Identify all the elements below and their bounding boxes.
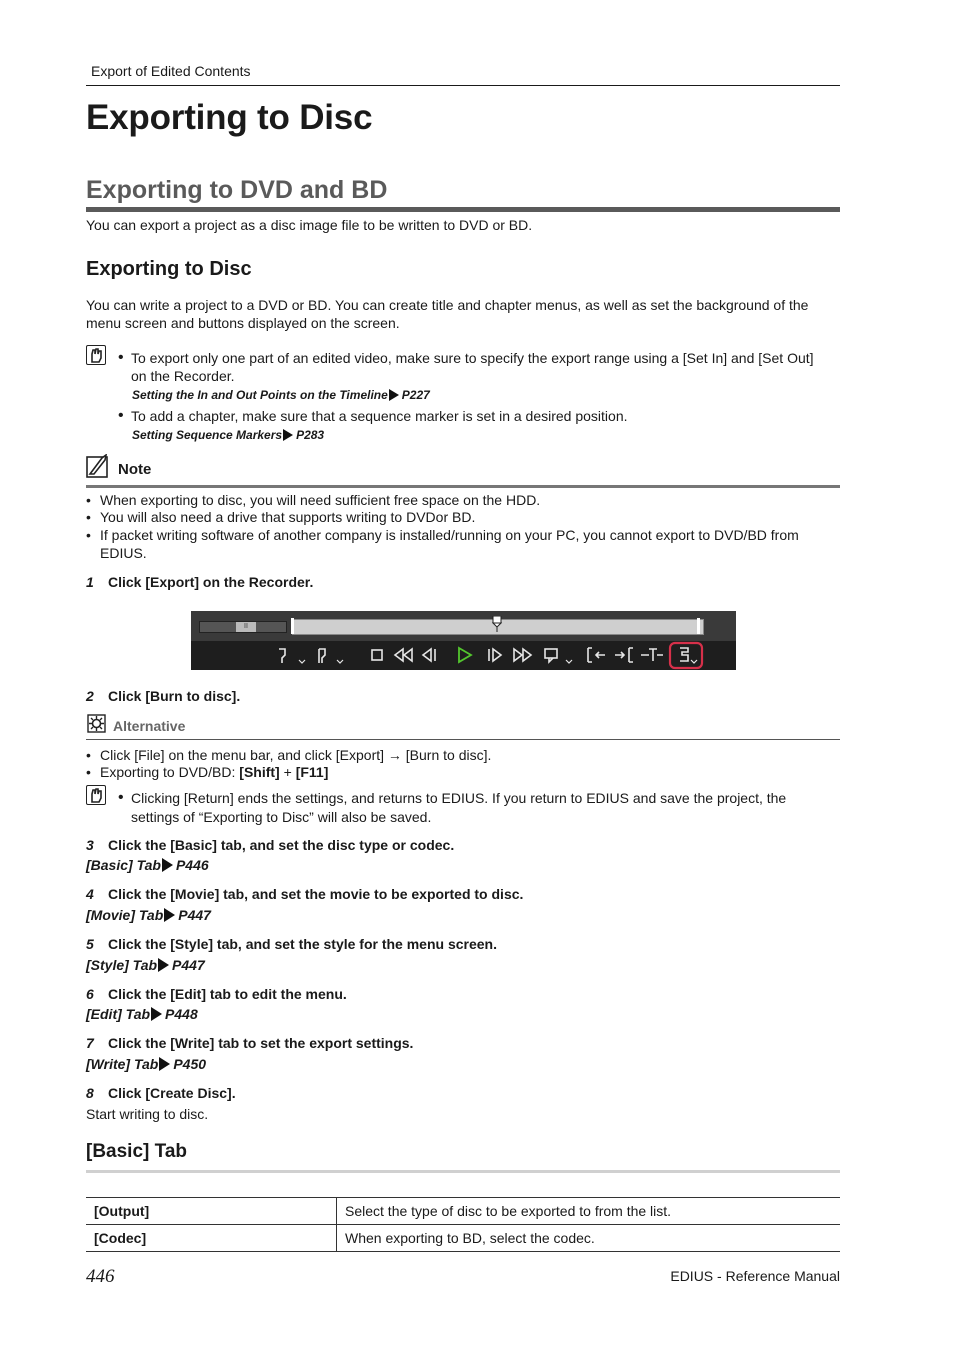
step-6-reference[interactable] (86, 1006, 198, 1022)
table-row (86, 1225, 840, 1252)
section-title: Exporting to DVD and BD (86, 176, 388, 204)
set-out-icon[interactable] (319, 649, 343, 663)
bullet: • (118, 789, 124, 806)
bullet: • (86, 527, 91, 543)
alternative-divider (86, 739, 840, 740)
note-item-2: You will also need a drive that supports writing to DVDor BD. (100, 509, 476, 525)
reference-text: [Edit] Tab (86, 1006, 151, 1022)
step-number: 4 (86, 886, 94, 902)
page-title: Exporting to Disc (86, 98, 373, 137)
step-8-result: Start writing to disc. (86, 1106, 209, 1122)
reference-page: P283 (296, 428, 325, 442)
reference-text: Setting the In and Out Points on the Timeline (132, 388, 388, 402)
note-item-1: When exporting to disc, you will need sufficient free space on the HDD. (100, 492, 541, 508)
play-icon[interactable] (459, 648, 471, 662)
alternative-text: Click [File] on the menu bar, and click [Export] (100, 747, 388, 763)
note-item-3-line1: If packet writing software of another company is installed/running on your PC, you cannot export to DVD/BD from (100, 527, 799, 543)
step-text: Click the [Write] tab to set the export settings. (108, 1035, 414, 1051)
subsection-para-line1: You can write a project to a DVD or BD. You can create title and chapter menus, as well as set the background of the (86, 297, 809, 313)
step-6 (86, 986, 347, 1002)
shortcut-plus: + (279, 764, 296, 780)
step-7-reference[interactable] (86, 1056, 206, 1072)
reference-page: P446 (175, 857, 209, 873)
step-2 (86, 688, 240, 704)
bullet: • (118, 349, 124, 366)
footer-title: EDIUS - Reference Manual (670, 1268, 840, 1284)
running-header: Export of Edited Contents (91, 63, 251, 79)
reference-arrow-icon (162, 858, 173, 872)
bullet: • (86, 492, 91, 508)
alternative-text: Exporting to DVD/BD: (100, 764, 240, 780)
menu-arrow: → (387, 747, 402, 763)
set-in-icon[interactable] (279, 649, 305, 663)
reference-text: [Basic] Tab (86, 857, 161, 873)
stop-icon[interactable] (372, 650, 382, 660)
reference-arrow-icon (159, 1057, 170, 1071)
alternative-item-2 (100, 763, 328, 781)
reference-arrow-icon (283, 429, 293, 441)
bullet: • (86, 509, 91, 525)
reference-page: P447 (178, 907, 211, 923)
tip-item-1-line2: on the Recorder. (131, 368, 235, 384)
table-row (86, 1198, 840, 1225)
step-number: 1 (86, 574, 94, 590)
reference-arrow-icon (389, 389, 399, 401)
step-5 (86, 936, 497, 952)
step-number: 2 (86, 688, 94, 704)
step-text: Click [Burn to disc]. (108, 688, 241, 704)
section-divider (86, 207, 840, 212)
tip-item-2-line1: To add a chapter, make sure that a sequence marker is set in a desired position. (131, 408, 628, 424)
playhead-icon[interactable] (492, 616, 502, 632)
pause-indicator: II (236, 622, 256, 632)
split-icon[interactable] (641, 649, 663, 661)
reference-page: P448 (165, 1006, 198, 1022)
step-text: Click the [Basic] tab, and set the disc type or codec. (108, 837, 455, 853)
jump-in-icon[interactable] (588, 648, 605, 662)
table-key: [Codec] (86, 1225, 337, 1252)
subsection-para-line2: menu screen and buttons displayed on the screen. (86, 315, 400, 331)
tip-item-1-reference[interactable] (132, 388, 430, 402)
shortcut-key: [F11] (295, 764, 329, 780)
alternative-label: Alternative (113, 718, 186, 734)
basic-tab-title: [Basic] Tab (86, 1141, 188, 1162)
tips-icon (86, 785, 106, 805)
fast-forward-icon[interactable] (514, 649, 531, 661)
table-value: When exporting to BD, select the codec. (337, 1225, 841, 1252)
out-point-marker (697, 618, 700, 634)
shortcut-key: [Shift] (239, 764, 280, 780)
step-number: 3 (86, 837, 94, 853)
header-divider (86, 85, 840, 86)
reference-page: P447 (172, 957, 205, 973)
reference-arrow-icon (158, 958, 169, 972)
table-key: [Output] (86, 1198, 337, 1225)
basic-tab-divider (86, 1170, 840, 1173)
step-4-reference[interactable] (86, 907, 211, 923)
jump-out-icon[interactable] (615, 648, 633, 662)
alternative-icon (87, 714, 107, 734)
bullet: • (118, 407, 124, 424)
step-text: Click the [Movie] tab, and set the movie to be exported to disc. (108, 886, 524, 902)
step-8 (86, 1085, 236, 1101)
step-number: 7 (86, 1035, 94, 1051)
tip-item-1-line1: To export only one part of an edited video, make sure to specify the export range using a [Set In] and [Set Out] (131, 350, 814, 366)
bullet: • (86, 764, 91, 780)
reference-text: [Movie] Tab (86, 907, 164, 923)
basic-tab-table (86, 1197, 840, 1252)
step-text: Click [Create Disc]. (108, 1085, 236, 1101)
step-1 (86, 574, 313, 590)
section-intro: You can export a project as a disc image file to be written to DVD or BD. (86, 217, 533, 233)
step-3-reference[interactable] (86, 857, 209, 873)
note-label: Note (118, 461, 152, 478)
step-4 (86, 886, 523, 902)
tips-icon (86, 345, 106, 365)
in-point-marker (291, 618, 294, 634)
step-number: 6 (86, 986, 94, 1002)
export-icon[interactable] (680, 648, 697, 663)
rewind-icon[interactable] (395, 649, 412, 661)
table-value: Select the type of disc to be exported to from the list. (337, 1198, 841, 1225)
step-7 (86, 1035, 413, 1051)
step-3 (86, 837, 454, 853)
reference-text: Setting Sequence Markers (132, 428, 283, 442)
reference-page: P227 (401, 388, 430, 402)
loop-icon[interactable] (545, 649, 572, 663)
reference-page: P450 (173, 1056, 207, 1072)
reference-text: [Write] Tab (86, 1056, 159, 1072)
recorder-controls (191, 641, 736, 670)
bullet: • (86, 747, 91, 763)
tip2-line2: settings of “Exporting to Disc” will also be saved. (131, 809, 432, 825)
note-item-3-line2: EDIUS. (100, 545, 147, 561)
step-number: 5 (86, 936, 94, 952)
jog-slider[interactable] (199, 621, 287, 633)
reference-arrow-icon (151, 1007, 162, 1021)
step-5-reference[interactable] (86, 957, 205, 973)
recorder-timeline-area (191, 611, 736, 641)
step-text: Click [Export] on the Recorder. (108, 574, 314, 590)
step-back-icon[interactable] (423, 649, 435, 661)
alternative-item-1 (100, 746, 491, 764)
tip2-line1: Clicking [Return] ends the settings, and returns to EDIUS. If you return to EDIUS and save the project, the (131, 790, 787, 806)
reference-text: [Style] Tab (86, 957, 158, 973)
step-forward-icon[interactable] (489, 649, 501, 661)
tip-item-2-reference[interactable] (132, 428, 324, 442)
note-divider (86, 485, 840, 488)
subsection-title: Exporting to Disc (86, 258, 252, 280)
reference-arrow-icon (164, 908, 175, 922)
step-number: 8 (86, 1085, 94, 1101)
note-icon (86, 454, 110, 478)
alternative-text: [Burn to disc]. (401, 747, 492, 763)
page-number: 446 (86, 1266, 115, 1287)
step-text: Click the [Edit] tab to edit the menu. (108, 986, 347, 1002)
recorder-panel (191, 611, 736, 670)
step-text: Click the [Style] tab, and set the style for the menu screen. (108, 936, 497, 952)
